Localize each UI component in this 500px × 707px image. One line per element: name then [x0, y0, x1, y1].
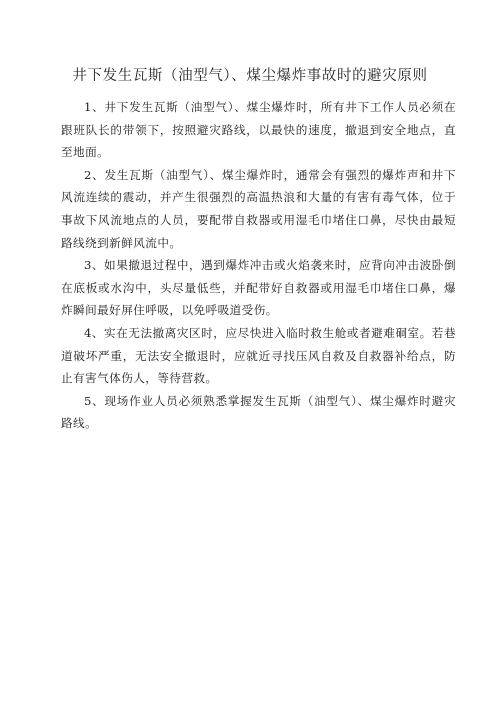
paragraph-2: 2、发生瓦斯（油型气）、煤尘爆炸时，通常会有强烈的爆炸声和井下风流连续的震动，并产生很强烈的高温热浪和大量的有害有毒气体，位于事故下风流地点的人员，要配带自救器或用湿毛巾堵住口鼻，尽快由最短路线绕到新鲜风流中。 [61, 167, 456, 250]
paragraph-4: 4、实在无法撤离灾区时，应尽快进入临时救生舱或者避难硐室。若巷道破坏严重，无法安全撤退时，应就近寻找压风自救及自救器补给点，防止有害气体伤人，等待营救。 [61, 325, 456, 386]
paragraph-3: 3、如果撤退过程中，遇到爆炸冲击或火焰袭来时，应背向冲击波卧倒在底板或水沟中，头尽量低些，并配带好自救器或用湿毛巾堵住口鼻，爆炸瞬间最好屏住呼吸，以免呼吸道受伤。 [61, 258, 456, 318]
paragraph-5: 5、现场作业人员必须熟悉掌握发生瓦斯（油型气）、煤尘爆炸时避灾路线。 [61, 393, 456, 431]
document-body [61, 96, 456, 435]
paragraph-1: 1、井下发生瓦斯（油型气）、煤尘爆炸时，所有井下工作人员必须在跟班队长的带领下，按照避灾路线，以最快的速度，撤退到安全地点，直至地面。 [61, 100, 456, 160]
document-title: 井下发生瓦斯（油型气）、煤尘爆炸事故时的避灾原则 [72, 68, 428, 84]
